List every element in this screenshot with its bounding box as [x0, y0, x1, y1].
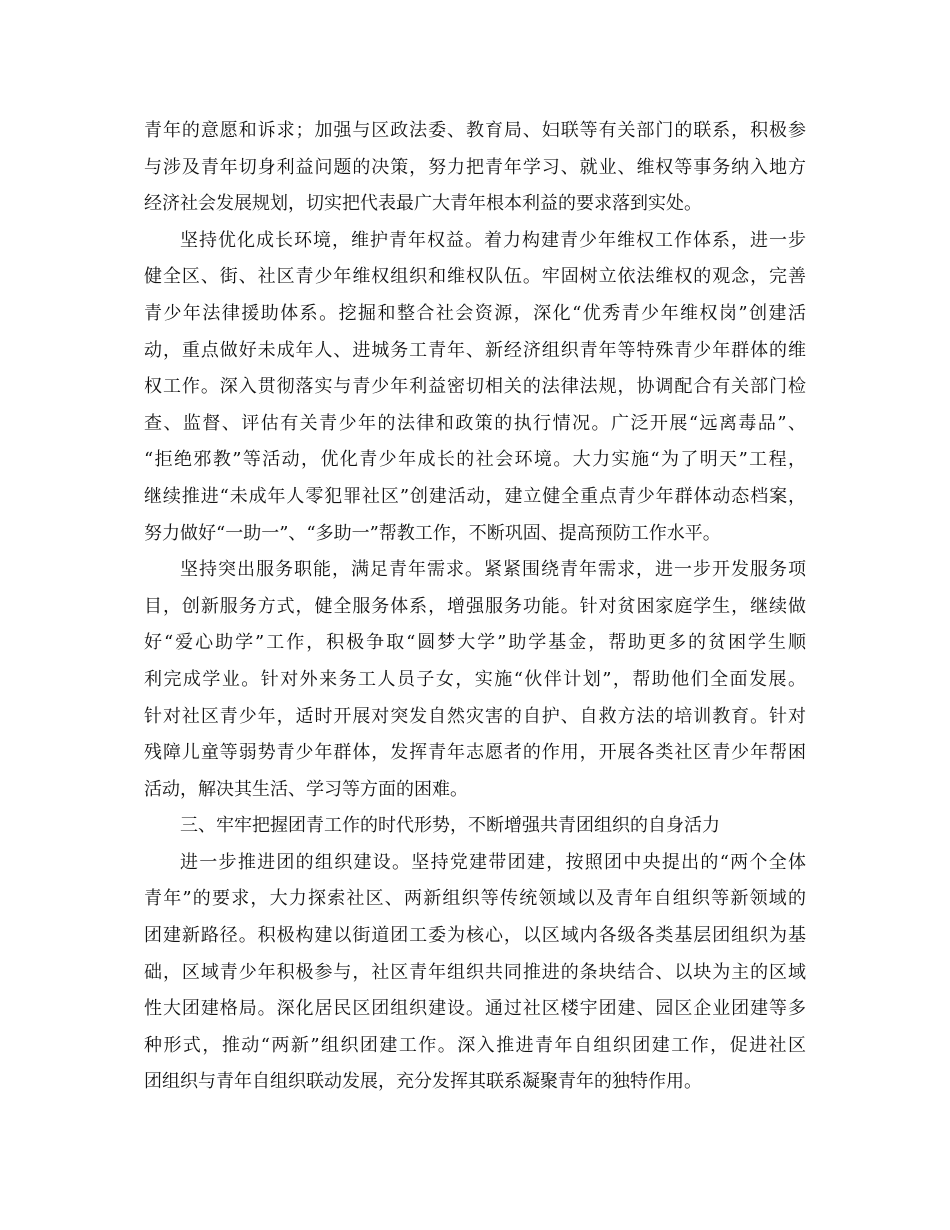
text-line: 努力做好“一助一”、“多助一”帮教工作，不断巩固、提高预防工作水平。	[144, 522, 721, 544]
text-line: 与涉及青年切身利益问题的决策，努力把青年学习、就业、维权等事务纳入地方	[144, 156, 806, 178]
paragraph-youth-rights	[144, 223, 806, 552]
text-line: 利完成学业。针对外来务工人员子女，实施“伙伴计划”，帮助他们全面发展。	[144, 668, 806, 690]
document-body	[144, 113, 806, 1101]
text-line: 好“爱心助学”工作，积极争取“圆梦大学”助学基金，帮助更多的贫困学生顺	[144, 632, 806, 654]
text-line: 经济社会发展规划，切实把代表最广大青年根本利益的要求落到实处。	[144, 193, 702, 215]
text-line: 残障儿童等弱势青少年群体，发挥青年志愿者的作用，开展各类社区青少年帮困	[144, 742, 806, 764]
text-line: 权工作。深入贯彻落实与青少年利益密切相关的法律法规，协调配合有关部门检	[144, 376, 806, 398]
text-line: 活动，解决其生活、学习等方面的困难。	[144, 778, 468, 800]
section-heading	[144, 808, 806, 845]
text-line: 青少年法律援助体系。挖掘和整合社会资源，深化“优秀青少年维权岗”创建活	[144, 302, 806, 324]
text-line: 健全区、街、社区青少年维权组织和维权队伍。牢固树立依法维权的观念，完善	[144, 266, 806, 288]
text-line: 团建新路径。积极构建以街道团工委为核心，以区域内各级各类基层团组织为基	[144, 925, 806, 947]
text-line: 坚持优化成长环境，维护青年权益。着力构建青少年维权工作体系，进一步	[180, 229, 806, 251]
text-line: 性大团建格局。深化居民区团组织建设。通过社区楼宇团建、园区企业团建等多	[144, 998, 806, 1020]
text-line: 查、监督、评估有关青少年的法律和政策的执行情况。广泛开展“远离毒品”、	[144, 412, 806, 434]
text-line: 青年”的要求，大力探索社区、两新组织等传统领域以及青年自组织等新领域的	[144, 888, 806, 910]
text-line: 目，创新服务方式，健全服务体系，增强服务功能。针对贫困家庭学生，继续做	[144, 595, 806, 617]
text-line: 种形式，推动“两新”组织团建工作。深入推进青年自组织团建工作，促进社区	[144, 1034, 806, 1056]
text-line: “拒绝邪教”等活动，优化青少年成长的社会环境。大力实施“为了明天”工程，	[144, 449, 806, 471]
text-line: 继续推进“未成年人零犯罪社区”创建活动，建立健全重点青少年群体动态档案，	[144, 485, 806, 507]
text-line: 坚持突出服务职能，满足青年需求。紧紧围绕青年需求，进一步开发服务项	[180, 559, 806, 581]
text-line: 础，区域青少年积极参与，社区青年组织共同推进的条块结合、以块为主的区域	[144, 961, 806, 983]
text-line: 青年的意愿和诉求；加强与区政法委、教育局、妇联等有关部门的联系，积极参	[144, 120, 806, 141]
text-line: 针对社区青少年，适时开展对突发自然灾害的自护、自救方法的培训教育。针对	[144, 705, 806, 727]
paragraph-youth-interests	[144, 113, 806, 223]
text-line: 团组织与青年自组织联动发展，充分发挥其联系凝聚青年的独特作用。	[144, 1071, 702, 1093]
paragraph-organization-building	[144, 845, 806, 1101]
text-line: 进一步推进团的组织建设。坚持党建带团建，按照团中央提出的“两个全体	[180, 851, 806, 873]
section-heading-text: 三、牢牢把握团青工作的时代形势，不断增强共青团组织的自身活力	[180, 815, 720, 837]
text-line: 动，重点做好未成年人、进城务工青年、新经济组织青年等特殊青少年群体的维	[144, 339, 806, 361]
paragraph-service-functions	[144, 552, 806, 808]
